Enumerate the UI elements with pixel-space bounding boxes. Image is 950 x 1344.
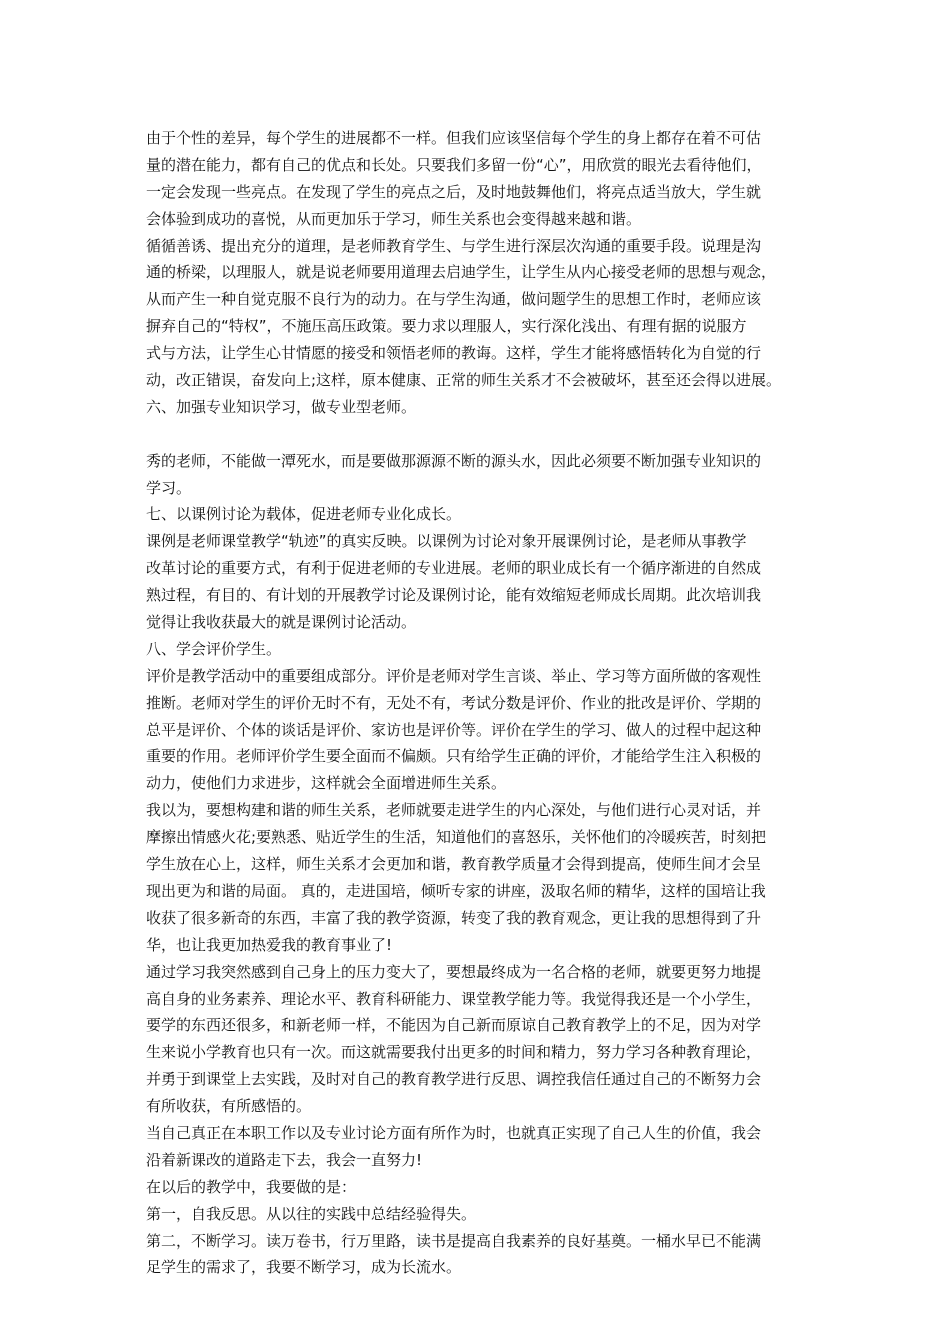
text-line: 七、以课例讨论为载体，促进老师专业化成长。 bbox=[146, 505, 462, 524]
text-line: 觉得让我收获最大的就是课例讨论活动。 bbox=[146, 613, 417, 632]
text-line: 摒弃自己的“特权”，不施压高压政策。要力求以理服人，实行深化浅出、有理有据的说服方 bbox=[146, 317, 747, 336]
text-line: 现出更为和谐的局面。 真的，走进国培，倾听专家的讲座，汲取名师的精华，这样的国培让我 bbox=[146, 881, 766, 900]
text-line: 六、加强专业知识学习，做专业型老师。 bbox=[146, 397, 417, 416]
text-line: 从而产生一种自觉克服不良行为的动力。在与学生沟通，做问题学生的思想工作时，老师应该 bbox=[146, 290, 762, 309]
text-line: 生来说小学教育也只有一次。而这就需要我付出更多的时间和精力，努力学习各种教育理论， bbox=[146, 1043, 762, 1062]
text-line: 学生放在心上，这样，师生关系才会更加和谐，教育教学质量才会得到提高，使师生间才会呈 bbox=[146, 855, 762, 874]
text-line: 动力，使他们力求进步，这样就会全面增进师生关系。 bbox=[146, 774, 507, 793]
text-line: 学习。 bbox=[146, 478, 192, 497]
text-line: 要学的东西还很多，和新老师一样，不能因为自己新而原谅自己教育教学上的不足，因为对学 bbox=[146, 1016, 762, 1035]
text-line: 收获了很多新奇的东西，丰富了我的教学资源，转变了我的教育观念，更让我的思想得到了升 bbox=[146, 908, 762, 927]
text-line: 当自己真正在本职工作以及专业讨论方面有所作为时，也就真正实现了自己人生的价值，我会 bbox=[146, 1123, 762, 1142]
text-line: 摩擦出情感火花;要熟悉、贴近学生的生活，知道他们的喜怒乐，关怀他们的冷暖疾苦，时刻把 bbox=[146, 828, 767, 847]
text-line: 课例是老师课堂教学“轨迹”的真实反映。以课例为讨论对象开展课例讨论，是老师从事教学 bbox=[146, 532, 747, 551]
text-line: 华，也让我更加热爱我的教育事业了! bbox=[146, 935, 393, 954]
text-line: 总平是评价、个体的谈话是评价、家访也是评价等。评价在学生的学习、做人的过程中起这种 bbox=[146, 720, 762, 739]
text-line: 有所收获，有所感悟的。 bbox=[146, 1097, 312, 1116]
text-line: 并勇于到课堂上去实践，及时对自己的教育教学进行反思、调控我信任通过自己的不断努力会 bbox=[146, 1070, 762, 1089]
text-line: 重要的作用。老师评价学生要全面而不偏颇。只有给学生正确的评价，才能给学生注入积极的 bbox=[146, 747, 762, 766]
text-line: 通的桥梁，以理服人，就是说老师要用道理去启迪学生，让学生从内心接受老师的思想与观念， bbox=[146, 263, 777, 282]
text-line: 八、学会评价学生。 bbox=[146, 639, 282, 658]
blank-line bbox=[146, 421, 826, 448]
text-line: 动，改正错误，奋发向上;这样，原本健康、正常的师生关系才不会被破坏，甚至还会得以进展。 bbox=[146, 371, 782, 390]
text-line: 熟过程，有目的、有计划的开展教学讨论及课例讨论，能有效缩短老师成长周期。此次培训我 bbox=[146, 586, 762, 605]
document-body bbox=[146, 125, 826, 1281]
text-line: 由于个性的差异，每个学生的进展都不一样。但我们应该坚信每个学生的身上都存在着不可估 bbox=[146, 129, 762, 147]
text-line: 第二，不断学习。读万卷书，行万里路，读书是提高自我素养的良好基奠。一桶水早已不能满 bbox=[146, 1231, 762, 1250]
text-line: 沿着新课改的道路走下去，我会一直努力! bbox=[146, 1150, 423, 1169]
text-line: 一定会发现一些亮点。在发现了学生的亮点之后，及时地鼓舞他们，将亮点适当放大，学生就 bbox=[146, 182, 762, 201]
text-line: 循循善诱、提出充分的道理，是老师教育学生、与学生进行深层次沟通的重要手段。说理是沟 bbox=[146, 236, 762, 255]
text-line: 式与方法，让学生心甘情愿的接受和领悟老师的教诲。这样，学生才能将感悟转化为自觉的行 bbox=[146, 344, 762, 363]
text-line: 在以后的教学中，我要做的是： bbox=[146, 1177, 357, 1196]
text-line: 会体验到成功的喜悦，从而更加乐于学习，师生关系也会变得越来越和谐。 bbox=[146, 209, 642, 228]
text-line: 改革讨论的重要方式，有利于促进老师的专业进展。老师的职业成长有一个循序渐进的自然成 bbox=[146, 559, 762, 578]
text-line: 推断。老师对学生的评价无时不有，无处不有，考试分数是评价、作业的批改是评价、学期的 bbox=[146, 693, 762, 712]
text-line: 评价是教学活动中的重要组成部分。评价是老师对学生言谈、举止、学习等方面所做的客观性 bbox=[146, 666, 762, 685]
text-line: 高自身的业务素养、理论水平、教育科研能力、课堂教学能力等。我觉得我还是一个小学生， bbox=[146, 989, 762, 1008]
text-line: 通过学习我突然感到自己身上的压力变大了，要想最终成为一名合格的老师，就要更努力地提 bbox=[146, 962, 762, 981]
text-line: 第一，自我反思。从以往的实践中总结经验得失。 bbox=[146, 1204, 477, 1223]
text-line: 我以为，要想构建和谐的师生关系，老师就要走进学生的内心深处，与他们进行心灵对话，并 bbox=[146, 801, 762, 820]
text-line: 足学生的需求了，我要不断学习，成为长流水。 bbox=[146, 1258, 462, 1277]
text-line: 量的潜在能力，都有自己的优点和长处。只要我们多留一份“心”，用欣赏的眼光去看待他们， bbox=[146, 155, 762, 174]
text-line: 秀的老师，不能做一潭死水，而是要做那源源不断的源头水，因此必须要不断加强专业知识的 bbox=[146, 451, 762, 470]
